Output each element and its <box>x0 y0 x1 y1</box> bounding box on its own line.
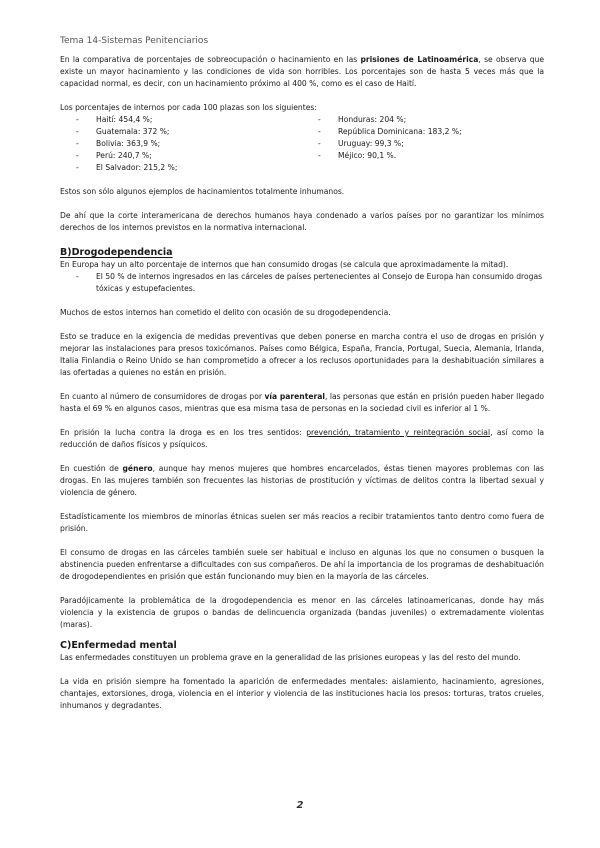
page-body <box>60 54 544 724</box>
list-item-text: Honduras: 204 %; <box>338 115 407 124</box>
paragraph-europa: En Europa hay un alto porcentaje de internos que han consumido drogas (se calcula que aproximadamente la mitad). <box>60 260 509 269</box>
text: En cuanto al número de consumidores de drogas por <box>60 392 265 401</box>
list-item <box>302 138 544 150</box>
bold-term: género <box>122 464 153 473</box>
text: , aunque hay menos mujeres que hombres encarcelados, éstas tienen mayores problemas con las drogas. En las mujeres también son frecuentes las historias de prostitución y víctimas de delitos contra la libertad sexual y violencia de género. <box>60 464 544 497</box>
dash-bullet: - <box>318 127 321 136</box>
list-item-text: El 50 % de internos ingresados en las cárceles de países pertenecientes al Consejo de Europa han consumido drogas tóxicas y estupefacientes. <box>96 272 543 293</box>
paragraph-porcentajes: Los porcentajes de internos por cada 100 plazas son los siguientes: <box>60 103 317 112</box>
paragraph-vida-prision: La vida en prisión siempre ha fomentado la aparición de enfermedades mentales: aislamiento, hacinamiento, agresiones, chantajes, extorsiones, droga, violencia en el interior y violencia de las instituciones hacia los presos: torturas, tratos crueles, inhumanos y degradantes. <box>60 677 544 710</box>
paragraph-latinoamerica <box>60 54 544 90</box>
paragraph-latinoamericanas: Paradójicamente la problemática de la drogodependencia es menor en las cárceles latinoamericanas, donde hay más violencia y la existencia de grupos o bandas de delincuencia organizada (bandas juveniles) o extremadamente violentas (maras). <box>60 596 544 629</box>
dash-bullet: - <box>318 151 321 160</box>
dash-bullet: - <box>76 272 79 281</box>
paragraph-medidas: Esto se traduce en la exigencia de medidas preventivas que deben ponerse en marcha contra el uso de drogas en prisión y mejorar las instalaciones para presos toxicómanos. Países como Bélgica, España, Francia, Portugal, Suecia, Alemania, Irlanda, Italia Finlandia o Reino Unido se han comprometido a ofrecer a los reclusos oportunidades para la deshabituación similares a las ofertadas a quienes no están en prisión. <box>60 332 544 377</box>
dash-bullet: - <box>76 139 79 148</box>
dash-bullet: - <box>76 127 79 136</box>
list-item-text: Méjico: 90,1 %. <box>338 151 397 160</box>
list-item-text: El Salvador: 215,2 %; <box>96 163 178 172</box>
section-heading-enfermedad-mental: C)Enfermedad mental <box>60 640 177 651</box>
dash-bullet: - <box>318 139 321 148</box>
list-item <box>60 150 302 162</box>
section-heading-drogodependencia: B)Drogodependencia <box>60 247 173 258</box>
bold-term: vía parenteral <box>264 392 325 401</box>
list-item <box>302 126 544 138</box>
list-item <box>302 114 544 126</box>
paragraph-enfermedades: Las enfermedades constituyen un problema grave en la generalidad de las prisiones europeas y las del resto del mundo. <box>60 653 521 662</box>
list-item <box>60 271 544 295</box>
country-list-right <box>302 114 544 174</box>
list-item <box>60 138 302 150</box>
country-list-left <box>60 114 302 174</box>
list-item-text: Uruguay: 99,3 %; <box>338 139 404 148</box>
list-item <box>60 126 302 138</box>
page-number: 2 <box>296 800 304 811</box>
text: En prisión la lucha contra la droga es en los tres sentidos: <box>60 428 307 437</box>
list-item-text: Bolivia: 363,9 %; <box>96 139 161 148</box>
list-item <box>60 162 302 174</box>
text: , así como la reducción de daños físicos y psíquicos. <box>60 428 545 449</box>
dash-bullet: - <box>76 151 79 160</box>
text: , las personas que están en prisión pueden haber llegado hasta el 69 % en algunos casos, mientras que esa misma tasa de personas en la sociedad civil es inferior al 1 %. <box>60 392 544 413</box>
dash-bullet: - <box>76 115 79 124</box>
paragraph-parenteral <box>60 391 544 415</box>
paragraph-consumo: El consumo de drogas en las cárceles también suele ser habitual e incluso en algunas los que no consumen o busquen la abstinencia pueden enfrentarse a dificultades con sus compañeros. De ahí la importancia de los programas de deshabituación de drogodependientes en prisión que están funcionando muy bien en la mayoría de las cárceles. <box>60 548 544 581</box>
list-item <box>302 150 544 162</box>
list-item-text: República Dominicana: 183,2 %; <box>338 127 462 136</box>
bold-term: prisiones de Latinoamérica <box>360 55 479 64</box>
paragraph-minorias: Estadísticamente los miembros de minorías étnicas suelen ser más reacios a recibir tratamientos tanto dentro como fuera de prisión. <box>60 512 544 533</box>
text: En la comparativa de porcentajes de sobreocupación o hacinamiento en las <box>60 55 361 64</box>
country-list <box>60 114 544 174</box>
paragraph-lucha <box>60 427 544 451</box>
paragraph-ejemplos: Estos son sólo algunos ejemplos de hacinamientos totalmente inhumanos. <box>60 187 345 196</box>
text: En cuestión de <box>60 464 123 473</box>
underlined-term: prevención, tratamiento y reintegración social <box>306 428 491 437</box>
list-item-text: Haití: 454,4 %; <box>96 115 153 124</box>
list-item-text: Perú: 240,7 %; <box>96 151 152 160</box>
paragraph-genero <box>60 463 544 499</box>
dash-bullet: - <box>318 115 321 124</box>
dash-bullet: - <box>76 163 79 172</box>
running-header: Tema 14-Sistemas Penitenciarios <box>60 36 209 46</box>
list-item-text: Guatemala: 372 %; <box>96 127 170 136</box>
list-item <box>60 114 302 126</box>
bullet-list <box>60 271 544 295</box>
paragraph-corte: De ahí que la corte interamericana de derechos humanos haya condenado a varios países por no garantizar los mínimos derechos de los internos previstos en la normativa internacional. <box>60 211 544 232</box>
text: , se observa que existe un mayor hacinamiento y las condiciones de vida son horribles. Los porcentajes son de hasta 5 veces más que la capacidad normal, es decir, con un hacinamiento próximo al 400 %, como es el caso de Haití. <box>60 55 544 88</box>
paragraph-internos: Muchos de estos internos han cometido el delito con ocasión de su drogodependencia. <box>60 308 391 317</box>
